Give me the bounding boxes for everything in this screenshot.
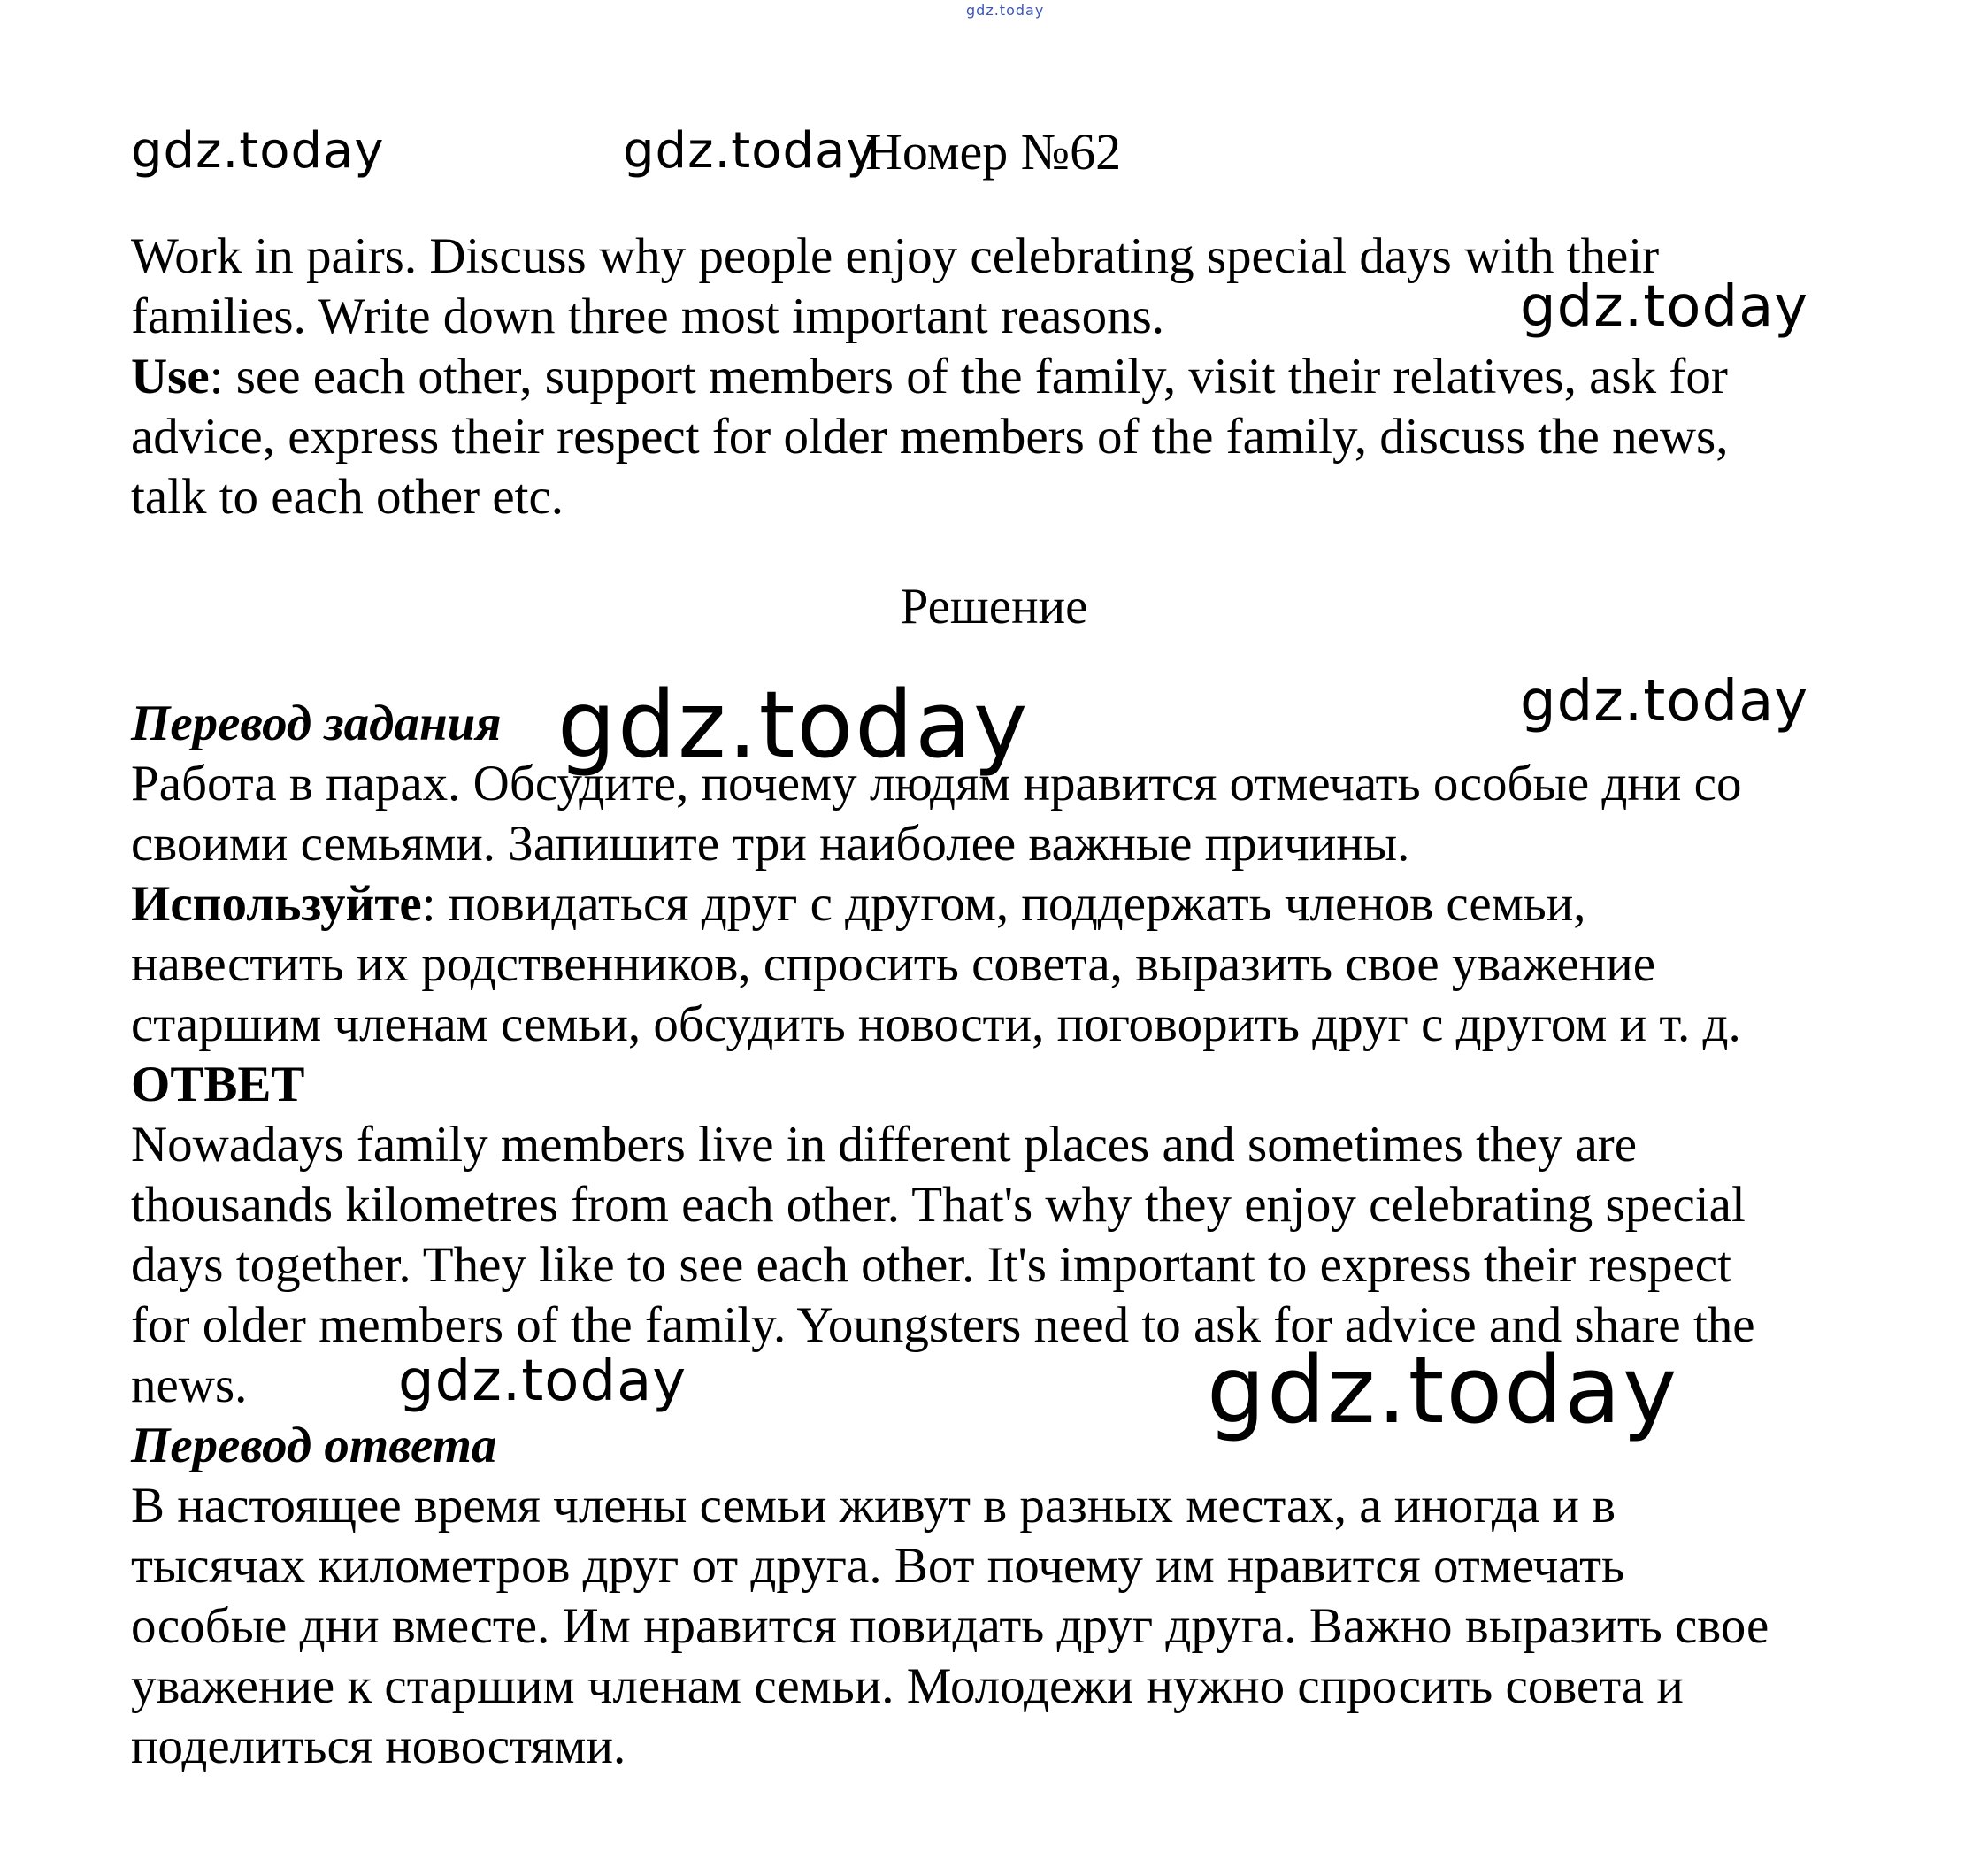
task-translation-line: навестить их родственников, спросить совета, выразить свое уважение [131, 936, 1656, 992]
task-use-label: Use [131, 349, 210, 404]
task-line: advice, express their respect for older members of the family, discuss the news, [131, 409, 1729, 465]
watermark-top: gdz.today [966, 2, 1045, 19]
answer-line: thousands kilometres from each other. That's why they enjoy celebrating special [131, 1177, 1746, 1233]
task-translation-use-label: Используйте [131, 876, 422, 932]
solution-title: Решение [900, 579, 1088, 634]
watermark-answer-big: gdz.today [1207, 1336, 1679, 1444]
answer-translation-block [131, 1416, 1865, 1777]
watermark-task-right: gdz.today [1520, 274, 1809, 340]
watermark-header-left: gdz.today [131, 122, 385, 180]
task-line: talk to each other etc. [131, 469, 564, 525]
task-translation-line: Работа в парах. Обсудите, почему людям нравится отмечать особые дни со [131, 756, 1742, 811]
answer-translation-line: тысячах километров друг от друга. Вот почему им нравится отмечать [131, 1538, 1625, 1594]
answer-translation-heading: Перевод ответа [131, 1418, 497, 1473]
answer-translation-line: особые дни вместе. Им нравится повидать друг друга. Важно выразить свое [131, 1598, 1769, 1654]
answer-heading: ОТВЕТ [131, 1057, 305, 1112]
task-translation-block [131, 694, 1865, 1055]
answer-line: Nowadays family members live in different places and sometimes they are [131, 1117, 1638, 1172]
answer-translation-line: поделиться новостями. [131, 1718, 626, 1774]
watermark-translation-right: gdz.today [1520, 669, 1809, 734]
task-translation-line: старшим членам семьи, обсудить новости, поговорить друг с другом и т. д. [131, 996, 1741, 1052]
task-translation-use-text: : повидаться друг с другом, поддержать членов семьи, [421, 876, 1586, 932]
watermark-answer-left: gdz.today [398, 1349, 687, 1414]
watermark-translation-big: gdz.today [557, 671, 1030, 779]
task-line: Work in pairs. Discuss why people enjoy celebrating special days with their [131, 228, 1660, 284]
task-translation-line: своими семьями. Запишите три наиболее важные причины. [131, 816, 1410, 872]
answer-translation-line: В настоящее время члены семьи живут в разных местах, а иногда и в [131, 1478, 1616, 1534]
answer-translation-line: уважение к старшим членам семьи. Молодежи нужно спросить совета и [131, 1658, 1684, 1714]
watermark-header-mid: gdz.today [623, 122, 877, 180]
task-use-text: : see each other, support members of the family, visit their relatives, ask for [209, 349, 1728, 404]
answer-block [131, 1055, 1865, 1416]
task-block [131, 227, 1865, 527]
task-translation-heading: Перевод задания [131, 696, 502, 751]
page-title: Номер №62 [865, 123, 1122, 181]
task-use-line [131, 347, 1865, 407]
answer-line: for older members of the family. Youngsters need to ask for advice and share the [131, 1297, 1755, 1353]
task-line: families. Write down three most important reasons. [131, 288, 1165, 344]
task-translation-use-line [131, 874, 1865, 934]
answer-line: days together. They like to see each other. It's important to express their respect [131, 1237, 1731, 1293]
answer-line: news. [131, 1357, 248, 1413]
